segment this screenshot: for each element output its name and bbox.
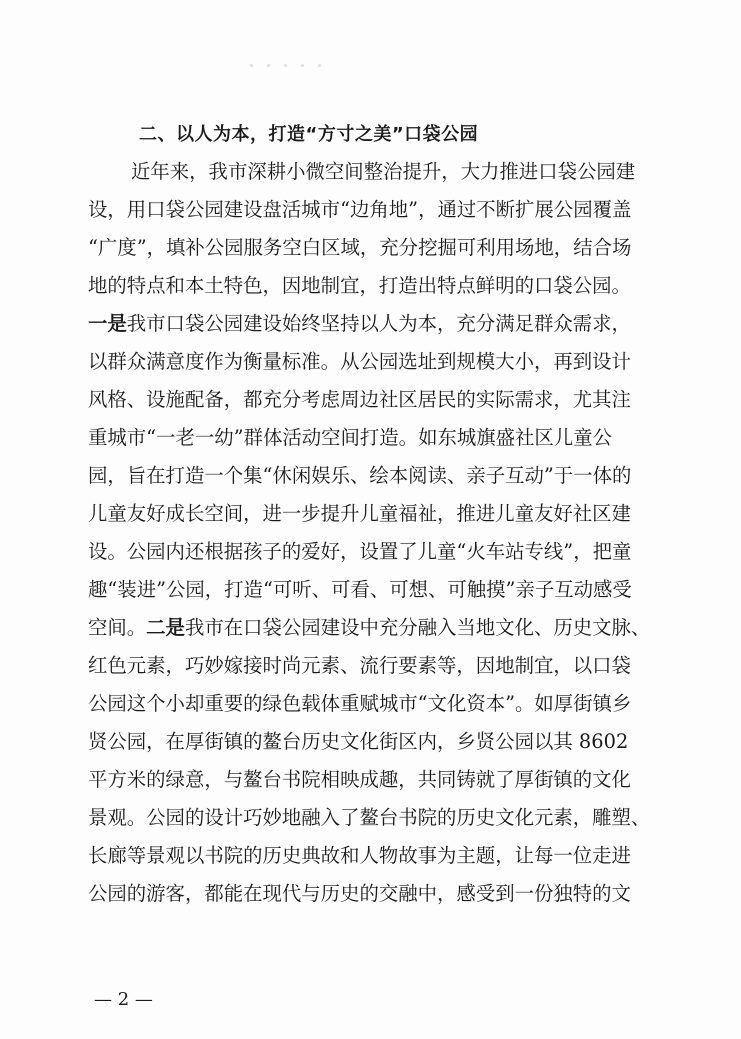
paragraph-line: 儿童友好成长空间，进一步提升儿童福祉，推进儿童友好社区建 — [88, 502, 631, 525]
paragraph-line: 趣“装进”公园，打造“可听、可看、可想、可触摸”亲子互动感受 — [88, 578, 632, 601]
paragraph-line: 平方米的绿意，与鳌台书院相映成趣，共同铸就了厚街镇的文化 — [88, 768, 631, 791]
point-one-marker: 一是 — [88, 312, 127, 335]
paragraph-line: 风格、设施配备，都充分考虑周边社区居民的实际需求，尤其注 — [88, 388, 631, 411]
section-heading: 二、以人为本，打造“方寸之美”口袋公园 — [139, 124, 479, 145]
paragraph-line: 近年来，我市深耕小微空间整治提升，大力推进口袋公园建 — [131, 160, 636, 183]
paragraph-line: 以群众满意度作为衡量标准。从公园选址到规模大小，再到设计 — [88, 350, 631, 373]
paragraph-line: 长廊等景观以书院的历史典故和人物故事为主题，让每一位走进 — [88, 844, 631, 867]
paragraph-line: 园，旨在打造一个集“休闲娱乐、绘本阅读、亲子互动”于一体的 — [88, 464, 632, 487]
page-number: — 2 — — [94, 989, 153, 1010]
paragraph-line-text: 我市口袋公园建设始终坚持以人为本，充分满足群众需求， — [126, 312, 631, 335]
paragraph-line: 地的特点和本土特色，因地制宜，打造出特点鲜明的口袋公园。 — [88, 274, 631, 297]
point-two-marker: 二是 — [146, 616, 185, 639]
paragraph-line: 红色元素，巧妙嫁接时尚元素、流行要素等，因地制宜，以口袋 — [88, 654, 631, 677]
paragraph-line: 设。公园内还根据孩子的爱好，设置了儿童“火车站专线”，把童 — [88, 540, 632, 563]
scan-artifact — [250, 52, 370, 62]
paragraph-line: 公园的游客，都能在现代与历史的交融中，感受到一份独特的文 — [88, 882, 631, 905]
paragraph-line — [88, 314, 631, 333]
paragraph-line — [88, 618, 650, 637]
paragraph-line: 公园这个小却重要的绿色载体重赋城市“文化资本”。如厚街镇乡 — [88, 692, 632, 715]
paragraph-line: 贤公园，在厚街镇的鳌台历史文化街区内，乡贤公园以其 8602 — [88, 730, 629, 753]
paragraph-line: 景观。公园的设计巧妙地融入了鳌台书院的历史文化元素，雕塑、 — [88, 806, 651, 829]
paragraph-line: 重城市“一老一幼”群体活动空间打造。如东城旗盛社区儿童公 — [88, 426, 612, 449]
paragraph-line-text: 我市在口袋公园建设中充分融入当地文化、历史文脉、 — [184, 616, 651, 639]
paragraph-line: “广度”，填补公园服务空白区域，充分挖掘可利用场地，结合场 — [88, 236, 632, 259]
paragraph-line: 设，用口袋公园建设盘活城市“边角地”，通过不断扩展公园覆盖 — [88, 198, 632, 221]
paragraph-line-text: 空间。 — [88, 616, 147, 639]
